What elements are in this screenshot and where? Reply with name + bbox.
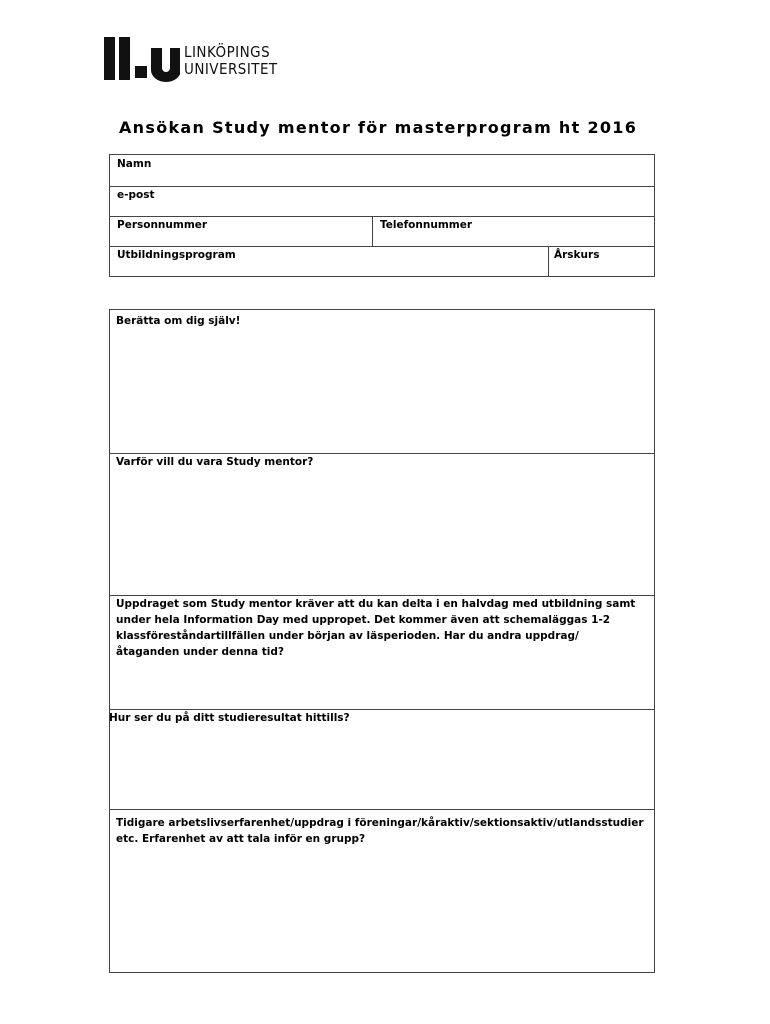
page-title: Ansökan Study mentor för masterprogram ht 2016 [119,118,638,137]
year-label: Årskurs [554,249,600,261]
liu-logo-icon [104,34,180,82]
email-label: e-post [117,189,155,201]
logo-wordmark [184,44,278,78]
experience-label: Tidigare arbetslivserfarenhet/uppdrag i föreningar/kåraktiv/sektionsaktiv/utlandsstudier etc. Erfarenhet av att tala inför en grupp? [116,817,644,845]
year-field[interactable] [549,246,654,277]
why-mentor-label: Varför vill du vara Study mentor? [116,456,314,468]
logo-line-1: LINKÖPINGS [184,43,271,61]
phone-label: Telefonnummer [380,219,472,231]
university-logo [104,34,284,82]
program-label: Utbildningsprogram [117,249,236,261]
name-field[interactable] [110,155,654,186]
study-results-field[interactable] [110,710,654,809]
questions-table [109,309,655,973]
personnummer-field[interactable] [110,216,372,246]
about-yourself-field[interactable] [110,310,654,453]
name-label: Namn [117,158,152,170]
experience-field[interactable] [110,810,654,972]
availability-field[interactable] [110,596,654,709]
program-field[interactable] [110,246,548,277]
logo-line-2: UNIVERSITET [184,60,278,78]
personal-info-table [109,154,655,277]
phone-field[interactable] [373,216,654,246]
study-results-label: Hur ser du på ditt studieresultat hittills? [109,712,350,724]
personnummer-label: Personnummer [117,219,208,231]
why-mentor-field[interactable] [110,454,654,595]
email-field[interactable] [110,186,654,216]
availability-label: Uppdraget som Study mentor kräver att du kan delta i en halvdag med utbildning samt under hela Information Day med uppropet. Det kommer även att schemaläggas 1-2 klassföreståndartillfällen under början av läsperioden. Har du andra uppdrag/åtaganden under denna tid? [116,598,636,658]
about-yourself-label: Berätta om dig själv! [116,315,241,327]
